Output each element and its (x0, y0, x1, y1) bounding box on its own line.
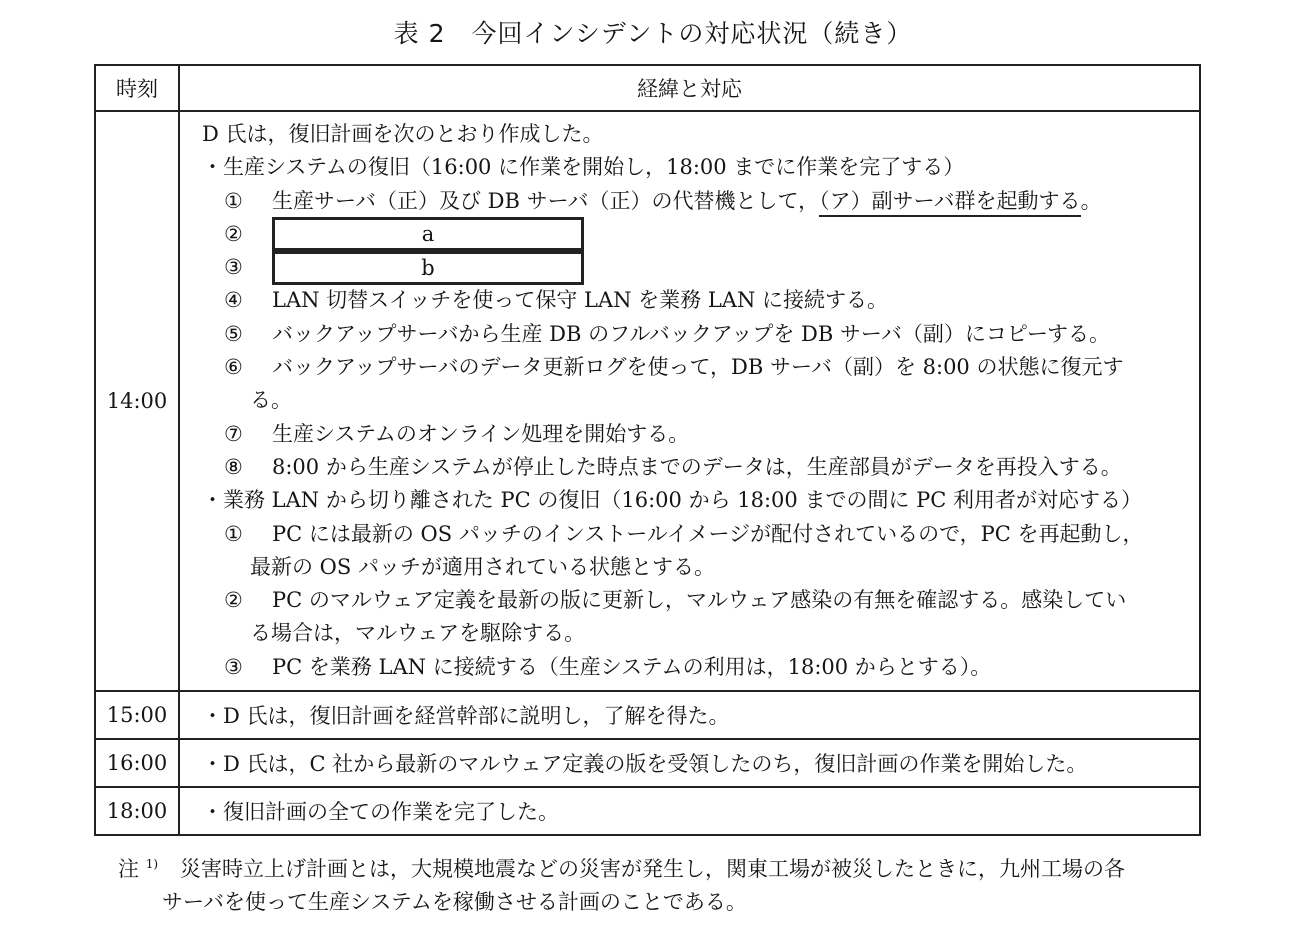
item-number: ⑤ (224, 321, 243, 346)
footnote-line-1 (118, 848, 1208, 886)
blank-box-a: a (272, 217, 584, 251)
section-heading: ・業務 LAN から切り離された PC の復旧（16:00 から 18:00 までの間に PC 利用者が対応する） (202, 488, 1142, 513)
list-item (198, 518, 1199, 551)
item-number: ④ (224, 288, 243, 313)
time-cell: 18:00 (95, 787, 179, 835)
list-item (198, 185, 1199, 218)
item-number: ⑥ (224, 355, 243, 380)
incident-response-table (94, 64, 1201, 836)
table-row (95, 787, 1200, 835)
plan-intro: D 氏は，復旧計画を次のとおり作成した。 (202, 122, 604, 146)
item-text: PC を業務 LAN に接続する（生産システムの利用は，18:00 からとする）。 (272, 654, 992, 679)
row-text: ・D 氏は，C 社から最新のマルウェア定義の版を受領したのち，復旧計画の作業を開始した。 (202, 752, 1088, 777)
content-cell (179, 111, 1200, 691)
item-text: 8:00 から生産システムが停止した時点までのデータは，生産部員がデータを再投入する。 (272, 454, 1122, 479)
time-cell: 15:00 (95, 691, 179, 739)
footnote (118, 848, 1208, 919)
item-continuation: る。 (250, 388, 292, 413)
table-header-row (95, 65, 1200, 111)
list-item (198, 451, 1199, 484)
list-item (198, 651, 1199, 684)
item-text: PC のマルウェア定義を最新の版に更新し，マルウェア感染の有無を確認する。感染してい (272, 588, 1127, 613)
underlined-text: （ア）副サーバ群を起動する (819, 189, 1080, 217)
content-cell (179, 691, 1200, 739)
footnote-marker: 注 (118, 857, 139, 881)
list-item (198, 218, 1199, 251)
item-continuation: 最新の OS パッチが適用されている状態とする。 (250, 554, 715, 579)
item-number: ① (224, 521, 243, 546)
item-text-end: 。 (1080, 188, 1102, 213)
header-time: 時刻 (95, 65, 179, 111)
item-number: ① (224, 188, 243, 213)
row-text: ・D 氏は，復旧計画を経営幹部に説明し，了解を得た。 (202, 704, 730, 729)
time-cell: 14:00 (95, 111, 179, 691)
list-item (198, 418, 1199, 451)
item-text: バックアップサーバのデータ更新ログを使って，DB サーバ（副）を 8:00 の状態に復元す (272, 355, 1124, 380)
item-number: ② (224, 588, 243, 613)
item-number: ⑧ (224, 454, 243, 479)
footnote-text: 災害時立上げ計画とは，大規模地震などの災害が発生し，関東工場が被災したときに，九州工場の各 (180, 857, 1125, 881)
item-number: ③ (224, 654, 243, 679)
time-cell: 16:00 (95, 739, 179, 787)
footnote-line-2: サーバを使って生産システムを稼働させる計画のことである。 (162, 890, 747, 914)
header-content: 経緯と対応 (179, 65, 1200, 111)
item-text: バックアップサーバから生産 DB のフルバックアップを DB サーバ（副）にコピーする。 (272, 321, 1110, 346)
table-row (95, 111, 1200, 691)
footnote-label (118, 848, 180, 886)
content-cell (179, 787, 1200, 835)
list-item (198, 284, 1199, 317)
item-text: 生産システムのオンライン処理を開始する。 (272, 421, 690, 446)
item-number: ⑦ (224, 421, 243, 446)
item-text: LAN 切替スイッチを使って保守 LAN を業務 LAN に接続する。 (272, 288, 888, 313)
item-number: ② (224, 221, 243, 246)
item-text: 生産サーバ（正）及び DB サーバ（正）の代替機として， (272, 188, 820, 213)
item-continuation: る場合は，マルウェアを駆除する。 (250, 621, 586, 646)
list-item (198, 584, 1199, 617)
list-item (198, 251, 1199, 284)
table-row (95, 691, 1200, 739)
row-text: ・復旧計画の全ての作業を完了した。 (202, 800, 559, 825)
table-row (95, 739, 1200, 787)
list-item (198, 318, 1199, 351)
item-number: ③ (224, 255, 243, 280)
footnote-number: 1) (145, 857, 159, 871)
table-caption: 表 2 今回インシデントの対応状況（続き） (393, 19, 913, 48)
list-item (198, 351, 1199, 384)
item-text: PC には最新の OS パッチのインストールイメージが配付されているので，PC を再起動し， (272, 521, 1144, 546)
blank-box-b: b (272, 251, 584, 285)
content-cell (179, 739, 1200, 787)
section-heading: ・生産システムの復旧（16:00 に作業を開始し，18:00 までに作業を完了する） (202, 155, 965, 180)
